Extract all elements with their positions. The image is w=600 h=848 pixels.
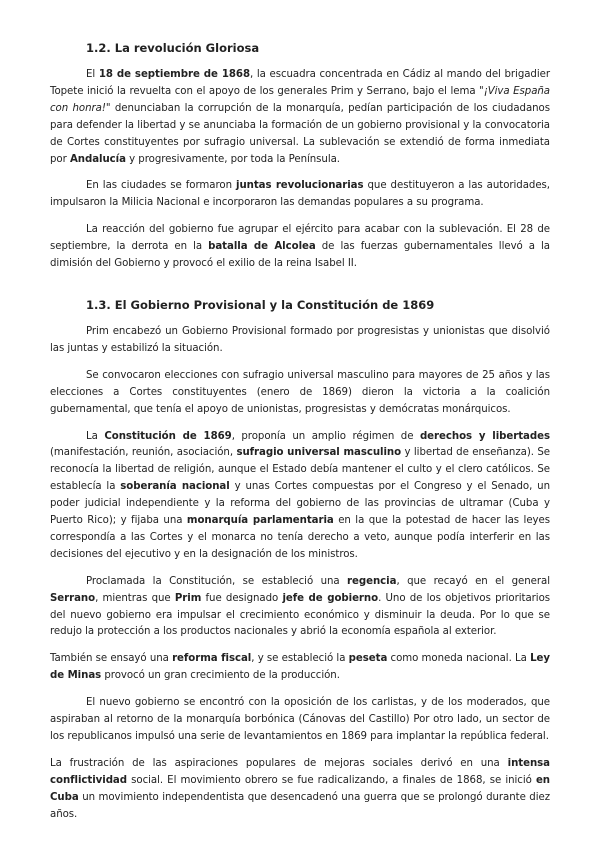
- text-run: , la escuadra concentrada en Cádiz al mando del brigadier Topete inició la revuelta con el apoyo de los generales Prim y Serrano, bajo el lema ": [50, 69, 550, 97]
- italic-motto: ¡Viva España con honra!: [50, 85, 550, 114]
- bold-term: Ley de Minas: [50, 653, 550, 682]
- paragraph-juntas: [50, 178, 550, 212]
- text-run: " denunciaban la corrupción de la monarquía, pedían participación de los ciudadanos para defender la libertad y se anunciaba la formación de un gobierno provisional y la convocatoria de Cortes constituyentes por sufragio universal. La sublevación se extendió de forma inmediata por: [50, 102, 550, 165]
- bold-term: soberanía nacional: [120, 481, 230, 493]
- text-run: un movimiento independentista que desencadenó una guerra que se prolongó durante diez años.: [50, 791, 550, 820]
- bold-term: 18 de septiembre de 1868: [98, 69, 250, 80]
- bold-term: juntas revolucionarias: [236, 180, 364, 192]
- text-run: (manifestación, reunión, asociación,: [50, 447, 237, 459]
- paragraph-reforma-fiscal: [50, 651, 550, 685]
- text-run: Proclamada la Constitución, se estableció una: [86, 575, 348, 587]
- text-run: y progresivamente, por toda la Península.: [125, 153, 340, 165]
- bold-term: Andalucía: [69, 153, 126, 165]
- paragraph-prim: Prim encabezó un Gobierno Provisional formado por progresistas y unionistas que disolvió las juntas y estabilizó la situación.: [50, 325, 550, 354]
- bold-term: batalla de Alcolea: [208, 241, 316, 253]
- text-run: , y se estableció la: [251, 653, 349, 665]
- bold-term: Constitución de 1869: [104, 430, 232, 442]
- paragraph-regencia: [50, 574, 550, 642]
- bold-term: regencia: [347, 575, 397, 587]
- text-run: provocó un gran crecimiento de la producción.: [101, 670, 340, 682]
- text-run: La frustración de las aspiraciones populares de mejoras sociales derivó en una: [50, 757, 508, 769]
- text-run: , que recayó en el general: [396, 575, 550, 587]
- text-run: y libertad de enseñanza). Se reconocía la libertad de religión, aunque el Estado debía mantener el culto y el clero católicos. Se establecía la: [50, 447, 550, 493]
- bold-term: intensa conflictividad: [50, 757, 550, 786]
- bold-term: jefe de gobierno: [282, 592, 379, 604]
- text-run: , proponía un amplio régimen de: [231, 430, 420, 442]
- text-run: y unas Cortes compuestas por el Congreso y el Senado, un poder judicial independiente y la reforma del gobierno de las provincias de ultramar (Cuba y Puerto Rico); y fijaba una: [50, 481, 550, 527]
- text-run: El: [86, 69, 99, 80]
- text-run: La: [86, 430, 105, 442]
- paragraph-elecciones: Se convocaron elecciones con sufragio universal masculino para mayores de 25 años y las elecciones a Cortes constituyentes (enero de 1869) dieron la victoria a la coalición gubernamental, que tenía el apoyo de unionistas, progresistas y demócratas monárquicos.: [50, 369, 550, 415]
- paragraph-conflictividad: [50, 756, 550, 824]
- bold-term: reforma fiscal: [172, 653, 252, 665]
- bold-term: peseta: [348, 653, 388, 665]
- paragraph-18-septiembre: [50, 67, 550, 168]
- section-heading-revolucion-gloriosa: 1.2. La revolución Gloriosa: [86, 41, 260, 55]
- text-run: que destituyeron a las autoridades, impulsaron la Milicia Nacional e incorporaron las demandas populares a su programa.: [50, 180, 550, 209]
- text-run: La reacción del gobierno fue agrupar el ejército para acabar con la sublevación. El 28 de septiembre, la derrota en la: [50, 224, 550, 253]
- bold-term: en Cuba: [50, 774, 550, 803]
- paragraph-alcolea: [50, 222, 550, 273]
- text-run: fue designado: [201, 592, 283, 604]
- text-run: También se ensayó una: [50, 653, 173, 665]
- text-run: . Uno de los objetivos prioritarios del nuevo gobierno era impulsar el crecimiento económico y disminuir la deuda. Por lo que se redujo la protección a los productos nacionales y abrió la economía española al exterior.: [50, 592, 551, 638]
- text-run: en la que la potestad de hacer las leyes correspondía a las Cortes y el monarca no tenía derecho a veto, aunque podía interferir en las decisiones del ejecutivo y en la designación de los ministros.: [50, 515, 550, 560]
- text-run: En las ciudades se formaron: [86, 180, 237, 192]
- bold-term: Prim: [174, 592, 202, 604]
- text-run: como moneda nacional. La: [387, 653, 531, 665]
- text-run: de las fuerzas gubernamentales llevó a la dimisión del Gobierno y provocó el exilio de la reina Isabel II.: [50, 241, 550, 270]
- bold-term: monarquía parlamentaria: [186, 515, 334, 527]
- paragraph-constitucion: [50, 429, 550, 564]
- section-heading-gobierno-provisional: 1.3. El Gobierno Provisional y la Constitución de 1869: [86, 297, 435, 312]
- bold-term: derechos y libertades: [419, 430, 550, 442]
- paragraph-oposicion: El nuevo gobierno se encontró con la oposición de los carlistas, y de los moderados, que aspiraban al retorno de la monarquía borbónica (Cánovas del Castillo) Por otro lado, un sector de los republicanos impulsó una serie de levantamientos en 1869 para implantar la república federal.: [50, 697, 550, 742]
- bold-term: sufragio universal masculino: [236, 447, 402, 459]
- text-run: , mientras que: [95, 592, 175, 604]
- bold-term: Serrano: [50, 592, 96, 604]
- text-run: social. El movimiento obrero se fue radicalizando, a finales de 1868, se inició: [127, 774, 536, 786]
